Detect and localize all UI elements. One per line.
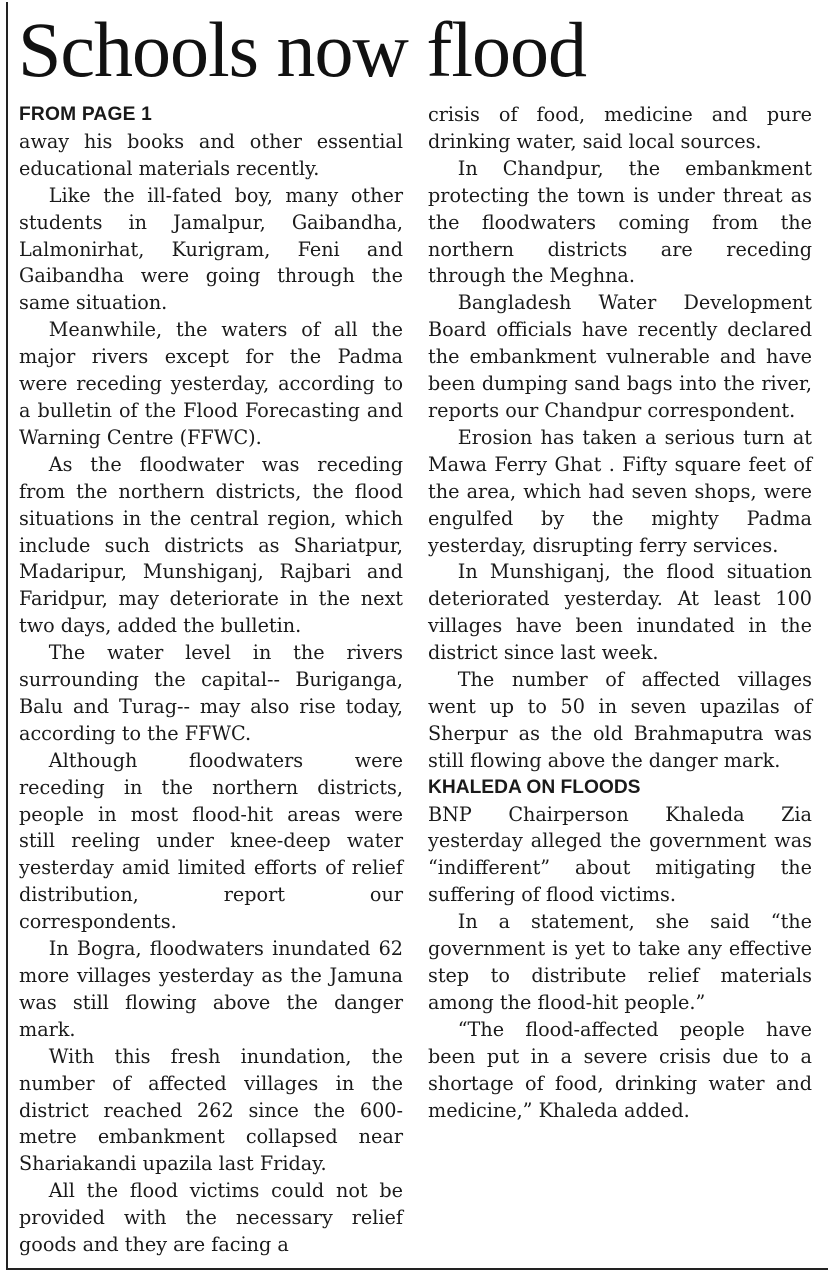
paragraph: The number of affected villages went up to 50 in seven upazilas of Sherpur as the old Brahmaputra was still flowing above the danger mark. [428, 668, 812, 772]
headline: Schools now flood [18, 6, 586, 93]
paragraph: Although floodwaters were receding in the northern districts, people in most flood-hit areas were still reeling under knee-deep water yesterday amid limited efforts of relief distribution, report our correspondents. [19, 748, 403, 934]
right-column [428, 102, 812, 1124]
paragraph: The water level in the rivers surrounding the capital-- Buriganga, Balu and Turag-- may also rise today, according to the FFWC. [19, 641, 403, 745]
paragraph: In Munshiganj, the flood situation deteriorated yesterday. At least 100 villages have been inundated in the district since last week. [428, 560, 812, 665]
bottom-rule [6, 1268, 828, 1270]
paragraph: Bangladesh Water Development Board officials have recently declared the embankment vulnerable and have been dumping sand bags into the river, reports our Chandpur correspondent. [428, 291, 812, 422]
paragraph: As the floodwater was receding from the northern districts, the flood situations in the central region, which include such districts as Shariatpur, Madaripur, Munshiganj, Rajbari and Faridpur, may deteriorate in the next two days, added the bulletin. [19, 452, 403, 638]
paragraph: Like the ill-fated boy, many other students in Jamalpur, Gaibandha, Lalmonirhat, Kurigram, Feni and Gaibandha were going through the same situation. [19, 183, 403, 315]
paragraph: away his books and other essential educational materials recently. [19, 129, 403, 180]
paragraph: BNP Chairperson Khaleda Zia yesterday alleged the government was “indifferent” about mitigating the suffering of flood victims. [428, 802, 812, 907]
paragraph: In Chandpur, the embankment protecting the town is under threat as the floodwaters coming from the northern districts are receding through the Meghna. [428, 156, 812, 288]
paragraph: All the flood victims could not be provided with the necessary relief goods and they are facing a [19, 1179, 403, 1257]
paragraph: crisis of food, medicine and pure drinking water, said local sources. [428, 103, 812, 153]
subhead-khaleda-on-floods: KHALEDA ON FLOODS [428, 776, 641, 798]
paragraph: “The flood-affected people have been put in a severe crisis due to a shortage of food, drinking water and medicine,” Khaleda added. [428, 1017, 812, 1122]
paragraph: Erosion has taken a serious turn at Mawa Ferry Ghat . Fifty square feet of the area, which had seven shops, were engulfed by the mighty Padma yesterday, disrupting ferry services. [428, 425, 812, 557]
paragraph: Meanwhile, the waters of all the major rivers except for the Padma were receding yesterday, according to a bulletin of the Flood Forecasting and Warning Centre (FFWC). [19, 318, 403, 449]
paragraph: In a statement, she said “the government is yet to take any effective step to distribute relief materials among the flood-hit people.” [428, 910, 812, 1014]
paragraph: In Bogra, floodwaters inundated 62 more villages yesterday as the Jamuna was still flowing above the danger mark. [19, 937, 403, 1041]
paragraph: With this fresh inundation, the number of affected villages in the district reached 262 since the 600-metre embankment collapsed near Shariakandi upazila last Friday. [19, 1044, 403, 1176]
left-column [19, 102, 403, 1259]
left-column-rule [6, 2, 8, 1270]
kicker-from-page: FROM PAGE 1 [19, 104, 152, 125]
